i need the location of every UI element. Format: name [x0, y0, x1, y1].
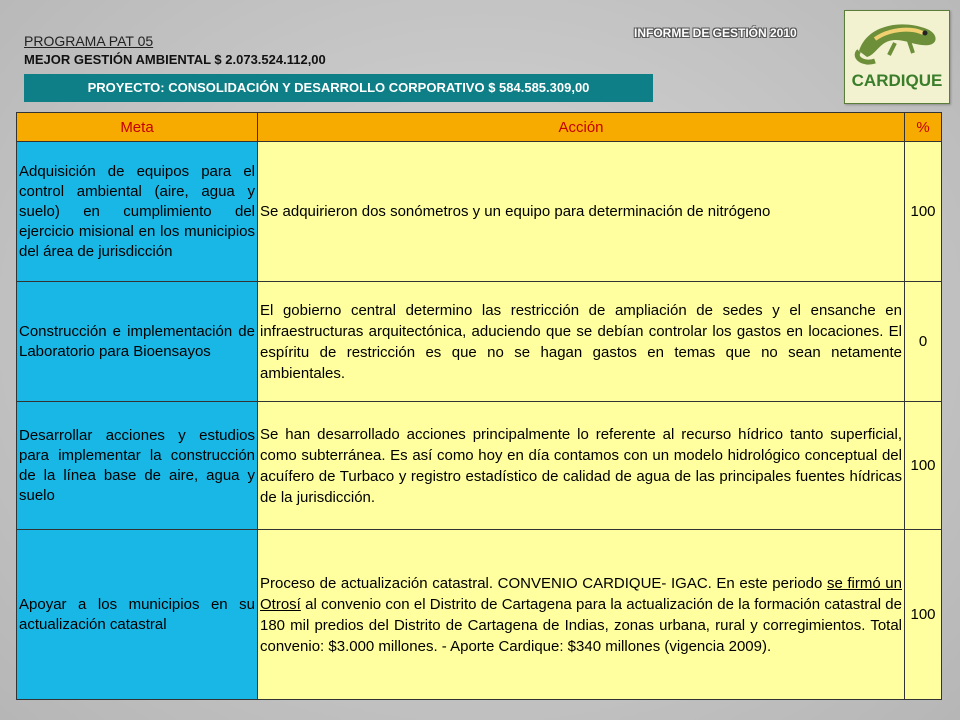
program-label: PROGRAMA PAT 05: [24, 33, 154, 49]
row-pct: 100: [905, 142, 942, 282]
row-meta: Desarrollar acciones y estudios para implementar la construcción de la línea base de aire, agua y suelo: [17, 402, 258, 530]
table-row: [17, 282, 942, 402]
mejor-gestion-label: MEJOR GESTIÓN AMBIENTAL $ 2.073.524.112,00: [24, 52, 326, 67]
table-row: [17, 402, 942, 530]
row-accion: [258, 530, 905, 700]
row-meta: Construcción e implementación de Laboratorio para Bioensayos: [17, 282, 258, 402]
row-meta: Apoyar a los municipios en su actualización catastral: [17, 530, 258, 700]
row-meta: Adquisición de equipos para el control ambiental (aire, agua y suelo) en cumplimiento del ejercicio misional en los municipios del área de jurisdicción: [17, 142, 258, 282]
lizard-logo-icon: [845, 11, 949, 71]
accion-text-post: al convenio con el Distrito de Cartagena para la actualización de la formación catastral de 180 mil predios del Distrito de Cartagena de Indias, zonas urbana, rural y corregimientos. Total convenio: $3.000 millones. - Aporte Cardique: $340 millones (vigencia 2009).: [260, 595, 902, 655]
table-row: [17, 142, 942, 282]
header-accion: Acción: [258, 113, 905, 142]
row-accion: Se adquirieron dos sonómetros y un equipo para determinación de nitrógeno: [258, 142, 905, 282]
row-accion: El gobierno central determino las restricción de ampliación de sedes y el ensanche en infraestructuras arquitectónica, aduciendo que se debían controlar los gastos en locaciones. El espíritu de restricción es que no se hagan gastos en temas que no sean netamente ambientales.: [258, 282, 905, 402]
goals-table: [16, 112, 942, 700]
accion-text-pre: Proceso de actualización catastral. CONVENIO CARDIQUE- IGAC. En este periodo: [260, 574, 827, 592]
row-pct: 100: [905, 530, 942, 700]
row-pct: 100: [905, 402, 942, 530]
report-title: INFORME DE GESTIÓN 2010: [634, 26, 797, 40]
table-row: [17, 530, 942, 700]
otrosi-underlined-text: se firmó un Otrosí: [260, 574, 902, 613]
project-banner: PROYECTO: CONSOLIDACIÓN Y DESARROLLO CORPORATIVO $ 584.585.309,00: [24, 74, 653, 102]
row-accion: Se han desarrollado acciones principalmente lo referente al recurso hídrico tanto superficial, como subterránea. Es así como hoy en día contamos con un modelo hidrológico conceptual del acuífero de Turbaco y registro estadístico de calidad de agua de las principales fuentes hídricas de la jurisdicción.: [258, 402, 905, 530]
table-header-row: [17, 113, 942, 142]
cardique-logo: [844, 10, 950, 104]
header-meta: Meta: [17, 113, 258, 142]
row-pct: 0: [905, 282, 942, 402]
logo-text: CARDIQUE: [851, 71, 943, 90]
header-pct: %: [905, 113, 942, 142]
